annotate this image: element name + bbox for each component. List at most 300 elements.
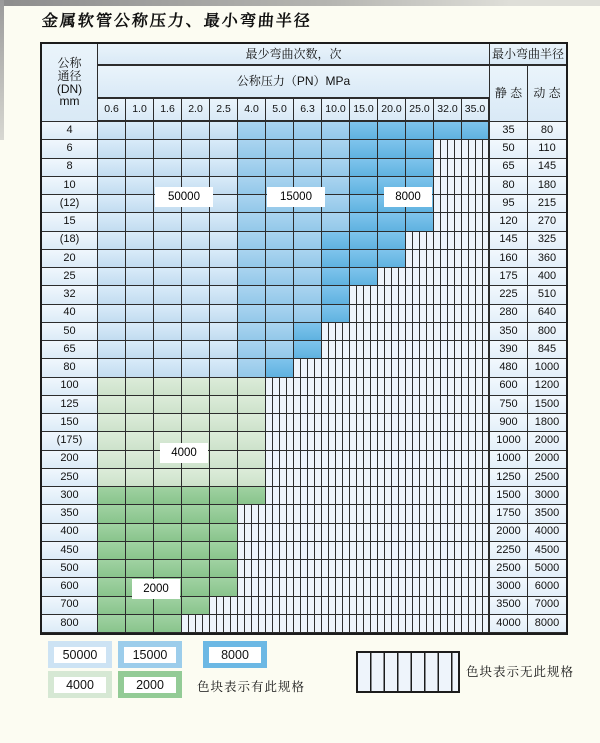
spec-cell: [462, 505, 490, 523]
spec-cell: [322, 396, 350, 414]
spec-cell: [350, 195, 378, 213]
spec-cell: [434, 469, 462, 487]
spec-cell: [406, 378, 434, 396]
spec-cell: [294, 578, 322, 596]
spec-cell: [266, 505, 294, 523]
spec-cell: [322, 378, 350, 396]
cycle-count-label: 2000: [132, 579, 180, 599]
spec-cell: [154, 378, 182, 396]
static-cell: 50: [490, 140, 528, 158]
spec-cell: [238, 159, 266, 177]
spec-cell: [266, 323, 294, 341]
spec-cell: [210, 305, 238, 323]
spec-cell: [462, 323, 490, 341]
spec-cell: [406, 122, 434, 140]
spec-cell: [182, 213, 210, 231]
spec-cell: [462, 469, 490, 487]
dynamic-cell: 4500: [528, 542, 566, 560]
spec-cell: [238, 250, 266, 268]
spec-cell: [406, 615, 434, 633]
dynamic-cell: 1800: [528, 414, 566, 432]
spec-cell: [462, 414, 490, 432]
dynamic-cell: 1000: [528, 359, 566, 377]
spec-cell: [98, 286, 126, 304]
spec-cell: [210, 560, 238, 578]
spec-cell: [322, 213, 350, 231]
spec-cell: [322, 268, 350, 286]
spec-cell: [210, 232, 238, 250]
spec-cell: [406, 232, 434, 250]
spec-cell: [238, 177, 266, 195]
header-min-bend-radius: 最小弯曲半径: [490, 44, 566, 66]
spec-cell: [182, 615, 210, 633]
spec-cell: [126, 213, 154, 231]
spec-cell: [294, 487, 322, 505]
spec-cell: [406, 597, 434, 615]
spec-cell: [182, 578, 210, 596]
spec-cell: [406, 451, 434, 469]
header-pressure: 公称压力（PN）MPa: [98, 66, 490, 99]
spec-cell: [294, 268, 322, 286]
spec-cell: [126, 487, 154, 505]
spec-cell: [294, 505, 322, 523]
spec-cell: [434, 286, 462, 304]
spec-cell: [294, 560, 322, 578]
spec-cell: [266, 305, 294, 323]
header-pressure-value: 35.0: [462, 99, 490, 122]
spec-cell: [294, 542, 322, 560]
spec-cell: [378, 560, 406, 578]
dynamic-cell: 215: [528, 195, 566, 213]
spec-cell: [154, 359, 182, 377]
spec-cell: [266, 597, 294, 615]
page-title: 金属软管公称压力、最小弯曲半径: [41, 11, 313, 30]
spec-cell: [406, 213, 434, 231]
spec-cell: [406, 250, 434, 268]
spec-cell: [322, 505, 350, 523]
dynamic-cell: 180: [528, 177, 566, 195]
spec-cell: [238, 524, 266, 542]
spec-cell: [322, 341, 350, 359]
spec-cell: [294, 469, 322, 487]
spec-cell: [210, 159, 238, 177]
spec-cell: [98, 177, 126, 195]
static-cell: 2250: [490, 542, 528, 560]
spec-cell: [98, 451, 126, 469]
spec-cell: [406, 560, 434, 578]
spec-cell: [434, 323, 462, 341]
spec-cell: [266, 122, 294, 140]
spec-cell: [182, 359, 210, 377]
spec-cell: [182, 396, 210, 414]
spec-cell: [294, 250, 322, 268]
spec-cell: [462, 359, 490, 377]
dn-cell: (12): [42, 195, 98, 213]
spec-cell: [238, 140, 266, 158]
spec-cell: [322, 597, 350, 615]
spec-cell: [210, 615, 238, 633]
spec-cell: [98, 524, 126, 542]
header-pressure-value: 25.0: [406, 99, 434, 122]
dn-cell: 300: [42, 487, 98, 505]
spec-cell: [406, 323, 434, 341]
spec-cell: [434, 213, 462, 231]
spec-cell: [462, 195, 490, 213]
spec-cell: [350, 268, 378, 286]
static-cell: 350: [490, 323, 528, 341]
static-cell: 750: [490, 396, 528, 414]
spec-cell: [210, 213, 238, 231]
spec-cell: [126, 286, 154, 304]
spec-cell: [434, 487, 462, 505]
spec-cell: [434, 268, 462, 286]
spec-cell: [154, 615, 182, 633]
dynamic-cell: 3500: [528, 505, 566, 523]
dynamic-cell: 2000: [528, 432, 566, 450]
spec-cell: [294, 341, 322, 359]
spec-cell: [238, 487, 266, 505]
static-cell: 480: [490, 359, 528, 377]
spec-cell: [350, 232, 378, 250]
spec-cell: [434, 122, 462, 140]
spec-cell: [182, 250, 210, 268]
spec-cell: [294, 414, 322, 432]
spec-cell: [154, 414, 182, 432]
spec-cell: [210, 122, 238, 140]
spec-cell: [126, 323, 154, 341]
legend-swatch-value: 50000: [54, 647, 106, 663]
spec-cell: [182, 560, 210, 578]
dynamic-cell: 2500: [528, 469, 566, 487]
spec-cell: [126, 524, 154, 542]
spec-cell: [98, 213, 126, 231]
spec-cell: [406, 359, 434, 377]
spec-cell: [294, 140, 322, 158]
spec-cell: [378, 213, 406, 231]
spec-cell: [210, 578, 238, 596]
spec-cell: [378, 615, 406, 633]
spec-cell: [126, 469, 154, 487]
spec-cell: [378, 597, 406, 615]
static-cell: 2500: [490, 560, 528, 578]
spec-cell: [322, 414, 350, 432]
dn-cell: 25: [42, 268, 98, 286]
header-pressure-value: 4.0: [238, 99, 266, 122]
static-cell: 80: [490, 177, 528, 195]
spec-cell: [126, 341, 154, 359]
spec-cell: [98, 578, 126, 596]
spec-cell: [462, 432, 490, 450]
dn-cell: 500: [42, 560, 98, 578]
spec-cell: [238, 615, 266, 633]
dn-cell: 15: [42, 213, 98, 231]
spec-cell: [210, 140, 238, 158]
spec-cell: [350, 469, 378, 487]
spec-cell: [238, 213, 266, 231]
spec-cell: [406, 305, 434, 323]
spec-cell: [406, 469, 434, 487]
cycle-count-label: 4000: [160, 443, 208, 463]
spec-cell: [350, 323, 378, 341]
legend-swatch-2000: [118, 671, 182, 698]
spec-cell: [294, 432, 322, 450]
dynamic-cell: 360: [528, 250, 566, 268]
header-pressure-value: 0.6: [98, 99, 126, 122]
spec-cell: [378, 432, 406, 450]
dn-cell: (175): [42, 432, 98, 450]
spec-cell: [238, 359, 266, 377]
spec-cell: [294, 597, 322, 615]
static-cell: 225: [490, 286, 528, 304]
spec-cell: [238, 597, 266, 615]
dn-cell: 20: [42, 250, 98, 268]
spec-cell: [350, 250, 378, 268]
spec-cell: [378, 305, 406, 323]
spec-cell: [154, 305, 182, 323]
legend-swatch-50000: [48, 641, 112, 668]
spec-cell: [434, 560, 462, 578]
spec-cell: [434, 578, 462, 596]
dynamic-cell: 110: [528, 140, 566, 158]
dn-cell: 250: [42, 469, 98, 487]
legend-swatch-value: 4000: [54, 677, 106, 693]
spec-cell: [350, 359, 378, 377]
spec-cell: [434, 432, 462, 450]
spec-cell: [238, 323, 266, 341]
spec-cell: [266, 140, 294, 158]
spec-cell: [126, 414, 154, 432]
spec-cell: [182, 122, 210, 140]
dynamic-cell: 1200: [528, 378, 566, 396]
spec-cell: [378, 268, 406, 286]
spec-cell: [462, 560, 490, 578]
spec-cell: [238, 268, 266, 286]
spec-cell: [406, 140, 434, 158]
spec-cell: [406, 524, 434, 542]
dn-cell: 400: [42, 524, 98, 542]
spec-cell: [238, 505, 266, 523]
static-cell: 280: [490, 305, 528, 323]
spec-cell: [210, 286, 238, 304]
static-cell: 35: [490, 122, 528, 140]
legend-swatch-value: 15000: [124, 647, 176, 663]
dn-cell: 40: [42, 305, 98, 323]
spec-cell: [210, 505, 238, 523]
spec-cell: [126, 560, 154, 578]
header-pressure-value: 1.6: [154, 99, 182, 122]
spec-cell: [210, 268, 238, 286]
spec-cell: [154, 268, 182, 286]
spec-cell: [462, 177, 490, 195]
spec-cell: [462, 268, 490, 286]
spec-cell: [154, 469, 182, 487]
spec-cell: [434, 615, 462, 633]
spec-cell: [322, 250, 350, 268]
spec-cell: [266, 578, 294, 596]
spec-cell: [154, 286, 182, 304]
spec-cell: [378, 232, 406, 250]
spec-cell: [322, 469, 350, 487]
spec-cell: [126, 615, 154, 633]
spec-cell: [322, 451, 350, 469]
spec-cell: [210, 177, 238, 195]
spec-cell: [266, 268, 294, 286]
spec-cell: [462, 213, 490, 231]
spec-cell: [98, 542, 126, 560]
spec-cell: [210, 597, 238, 615]
spec-cell: [322, 615, 350, 633]
dynamic-cell: 325: [528, 232, 566, 250]
spec-cell: [378, 359, 406, 377]
spec-cell: [378, 286, 406, 304]
spec-cell: [126, 505, 154, 523]
spec-cell: [322, 578, 350, 596]
spec-cell: [266, 451, 294, 469]
spec-cell: [406, 505, 434, 523]
spec-cell: [294, 122, 322, 140]
spec-cell: [322, 432, 350, 450]
spec-cell: [294, 305, 322, 323]
spec-cell: [434, 396, 462, 414]
dn-cell: 65: [42, 341, 98, 359]
header-pressure-value: 2.5: [210, 99, 238, 122]
spec-cell: [266, 396, 294, 414]
spec-cell: [238, 396, 266, 414]
spec-cell: [126, 140, 154, 158]
scan-edge-left: [0, 0, 4, 140]
header-pressure-value: 2.0: [182, 99, 210, 122]
spec-cell: [154, 159, 182, 177]
dn-cell: 80: [42, 359, 98, 377]
spec-cell: [154, 122, 182, 140]
legend-swatch-value: 2000: [124, 677, 176, 693]
spec-cell: [98, 268, 126, 286]
spec-cell: [238, 469, 266, 487]
spec-cell: [98, 305, 126, 323]
spec-cell: [378, 487, 406, 505]
spec-cell: [462, 122, 490, 140]
spec-cell: [210, 323, 238, 341]
spec-cell: [154, 232, 182, 250]
legend-swatch-value: 8000: [209, 647, 261, 663]
spec-cell: [154, 542, 182, 560]
dynamic-cell: 6000: [528, 578, 566, 596]
scan-edge-top: [0, 0, 600, 6]
spec-cell: [462, 232, 490, 250]
spec-cell: [182, 487, 210, 505]
spec-cell: [434, 378, 462, 396]
spec-cell: [266, 232, 294, 250]
header-pressure-value: 20.0: [378, 99, 406, 122]
spec-cell: [434, 195, 462, 213]
spec-cell: [210, 250, 238, 268]
spec-cell: [182, 232, 210, 250]
spec-cell: [322, 140, 350, 158]
dynamic-cell: 7000: [528, 597, 566, 615]
spec-cell: [378, 341, 406, 359]
spec-cell: [126, 378, 154, 396]
dynamic-cell: 3000: [528, 487, 566, 505]
spec-cell: [266, 469, 294, 487]
spec-cell: [210, 378, 238, 396]
spec-cell: [154, 341, 182, 359]
spec-cell: [322, 122, 350, 140]
spec-cell: [434, 159, 462, 177]
dn-cell: 32: [42, 286, 98, 304]
spec-cell: [182, 505, 210, 523]
spec-cell: [406, 396, 434, 414]
spec-cell: [350, 177, 378, 195]
spec-cell: [350, 396, 378, 414]
spec-cell: [434, 140, 462, 158]
spec-cell: [434, 341, 462, 359]
static-cell: 390: [490, 341, 528, 359]
header-pressure-value: 32.0: [434, 99, 462, 122]
spec-cell: [434, 177, 462, 195]
static-cell: 2000: [490, 524, 528, 542]
spec-cell: [182, 414, 210, 432]
spec-cell: [462, 396, 490, 414]
spec-cell: [126, 359, 154, 377]
spec-table: [40, 42, 568, 635]
spec-cell: [378, 524, 406, 542]
spec-cell: [126, 250, 154, 268]
spec-cell: [350, 432, 378, 450]
spec-cell: [126, 396, 154, 414]
spec-cell: [238, 560, 266, 578]
header-static: 静 态: [490, 66, 528, 122]
spec-cell: [462, 305, 490, 323]
header-pressure-value: 6.3: [294, 99, 322, 122]
dn-cell: 4: [42, 122, 98, 140]
spec-cell: [406, 159, 434, 177]
static-cell: 65: [490, 159, 528, 177]
spec-cell: [154, 323, 182, 341]
spec-cell: [266, 432, 294, 450]
spec-cell: [350, 286, 378, 304]
spec-cell: [210, 469, 238, 487]
spec-cell: [182, 286, 210, 304]
spec-cell: [238, 341, 266, 359]
spec-cell: [126, 177, 154, 195]
spec-cell: [294, 213, 322, 231]
spec-cell: [406, 414, 434, 432]
spec-cell: [294, 615, 322, 633]
dynamic-cell: 845: [528, 341, 566, 359]
spec-cell: [266, 487, 294, 505]
spec-cell: [378, 159, 406, 177]
spec-cell: [350, 378, 378, 396]
spec-cell: [462, 524, 490, 542]
spec-cell: [322, 159, 350, 177]
spec-cell: [350, 542, 378, 560]
spec-cell: [154, 505, 182, 523]
spec-cell: [378, 323, 406, 341]
spec-cell: [154, 250, 182, 268]
spec-cell: [350, 578, 378, 596]
dynamic-cell: 2000: [528, 451, 566, 469]
dn-cell: 150: [42, 414, 98, 432]
static-cell: 145: [490, 232, 528, 250]
spec-cell: [266, 378, 294, 396]
spec-cell: [378, 396, 406, 414]
spec-cell: [294, 378, 322, 396]
spec-cell: [154, 396, 182, 414]
static-cell: 175: [490, 268, 528, 286]
spec-cell: [126, 232, 154, 250]
spec-cell: [350, 341, 378, 359]
spec-cell: [266, 159, 294, 177]
